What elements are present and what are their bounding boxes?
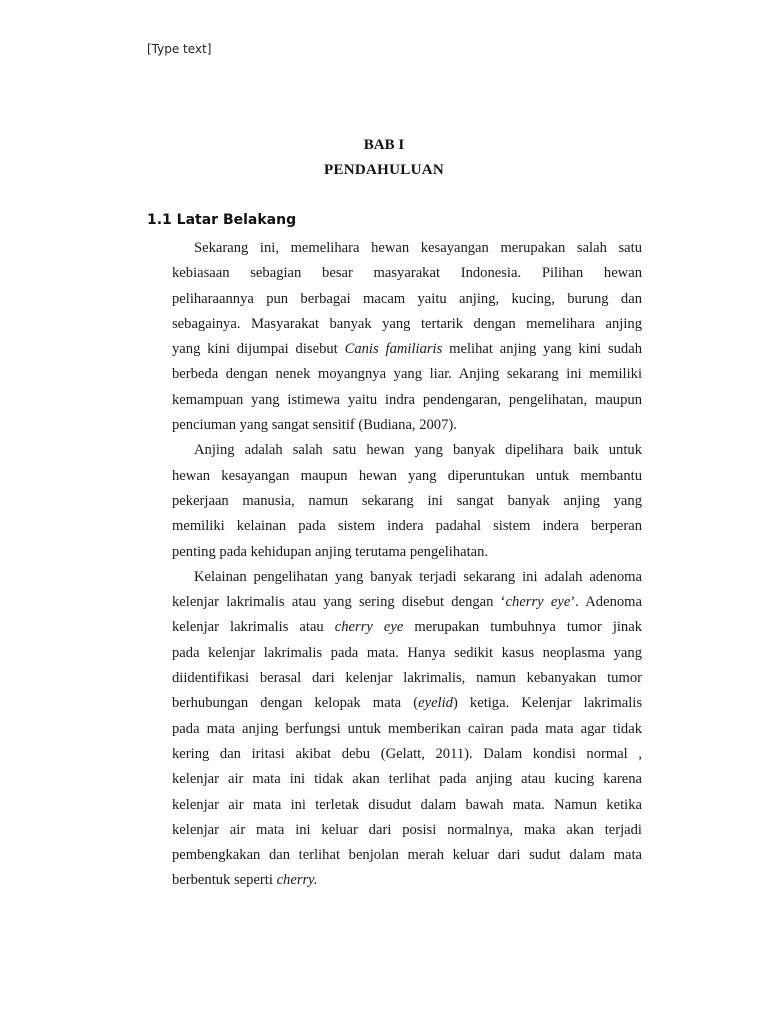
text-run: Anjing adalah salah satu hewan yang banyak dipelihara baik untuk xyxy=(194,442,642,459)
text-run: merupakan tumbuhnya tumor jinak xyxy=(403,619,642,636)
text-line xyxy=(172,388,642,413)
text-run: ) ketiga. Kelenjar lakrimalis xyxy=(452,695,642,712)
italic-term: cherry eye xyxy=(334,619,404,636)
text-run: diidentifikasi berasal dari kelenjar lakrimalis, namun kebanyakan tumor xyxy=(172,670,642,687)
text-run: kelenjar air mata ini keluar dari posisi normalnya, maka akan terjadi xyxy=(172,821,642,838)
text-line xyxy=(172,691,642,716)
text-run: kelenjar air mata ini tidak akan terlihat pada anjing atau kucing karena xyxy=(172,771,642,788)
text-run: berbentuk seperti xyxy=(172,872,277,889)
italic-term: eyelid xyxy=(418,695,453,712)
text-line xyxy=(172,540,642,565)
text-run: berhubungan dengan kelopak mata ( xyxy=(172,695,419,712)
text-line xyxy=(172,742,642,767)
text-run: memiliki kelainan pada sistem indera padahal sistem indera berperan xyxy=(172,518,642,535)
paragraph xyxy=(172,438,642,564)
text-line xyxy=(172,236,642,261)
italic-term: Canis familiaris xyxy=(344,341,443,358)
text-line xyxy=(172,514,642,539)
text-run: pembengkakan dan terlihat benjolan merah keluar dari sudut dalam mata xyxy=(172,847,642,864)
text-line xyxy=(172,362,642,387)
text-run: Kelainan pengelihatan yang banyak terjadi sekarang ini adalah adenoma xyxy=(194,568,642,585)
text-run: pekerjaan manusia, namun sekarang ini sangat banyak anjing yang xyxy=(172,492,642,509)
text-line xyxy=(172,261,642,286)
text-run: kebiasaan sebagian besar masyarakat Indonesia. Pilihan hewan xyxy=(172,265,642,282)
text-run: peliharaannya pun berbagai macam yaitu anjing, kucing, burung dan xyxy=(172,290,642,307)
text-run: sebagainya. Masyarakat banyak yang tertarik dengan memelihara anjing xyxy=(172,315,642,332)
text-line xyxy=(172,489,642,514)
text-run: pada kelenjar lakrimalis pada mata. Hanya sedikit kasus neoplasma yang xyxy=(172,644,642,661)
italic-term: cherry eye xyxy=(505,594,571,611)
text-line xyxy=(172,464,642,489)
chapter-title: PENDAHULUAN xyxy=(324,162,444,178)
text-line xyxy=(172,590,642,615)
body-text xyxy=(172,236,642,894)
text-run: Sekarang ini, memelihara hewan kesayangan merupakan salah satu xyxy=(194,240,642,256)
text-run: pada mata anjing berfungsi untuk memberikan cairan pada mata agar tidak xyxy=(172,720,642,737)
italic-term: cherry. xyxy=(276,872,318,889)
text-run: yang kini dijumpai disebut xyxy=(172,341,345,358)
text-line xyxy=(172,337,642,362)
text-run: kering dan iritasi akibat debu (Gelatt, 2011). Dalam kondisi normal , xyxy=(172,745,642,762)
running-header: [Type text] xyxy=(147,42,212,56)
text-run: penting pada kehidupan anjing terutama pengelihatan. xyxy=(172,543,489,560)
text-run: kelenjar lakrimalis atau xyxy=(172,619,335,636)
text-line xyxy=(172,793,642,818)
text-line xyxy=(172,438,642,463)
text-run: penciuman yang sangat sensitif (Budiana, 2007). xyxy=(172,417,457,434)
text-line xyxy=(172,287,642,312)
text-run: kemampuan yang istimewa yaitu indra pendengaran, pengelihatan, maupun xyxy=(172,391,642,408)
paragraph xyxy=(172,565,642,894)
text-line xyxy=(172,843,642,868)
section-heading: 1.1 Latar Belakang xyxy=(147,212,297,228)
text-line xyxy=(172,818,642,843)
text-line xyxy=(172,615,642,640)
text-run: kelenjar air mata ini terletak disudut dalam bawah mata. Namun ketika xyxy=(172,796,642,813)
text-run: berbeda dengan nenek moyangnya yang liar. Anjing sekarang ini memiliki xyxy=(172,366,642,383)
text-line xyxy=(172,312,642,337)
chapter-number: BAB I xyxy=(363,137,405,153)
text-line xyxy=(172,413,642,438)
text-run: melihat anjing yang kini sudah xyxy=(442,341,642,358)
text-line xyxy=(172,666,642,691)
text-run: hewan kesayangan maupun hewan yang diperuntukan untuk membantu xyxy=(172,467,642,484)
text-line xyxy=(172,717,642,742)
text-line xyxy=(172,767,642,792)
text-line xyxy=(172,641,642,666)
text-run: ’. Adenoma xyxy=(570,594,642,611)
text-line xyxy=(172,565,642,590)
paragraph xyxy=(172,236,642,438)
text-run: kelenjar lakrimalis atau yang sering disebut dengan ‘ xyxy=(172,594,506,611)
text-line xyxy=(172,868,642,893)
